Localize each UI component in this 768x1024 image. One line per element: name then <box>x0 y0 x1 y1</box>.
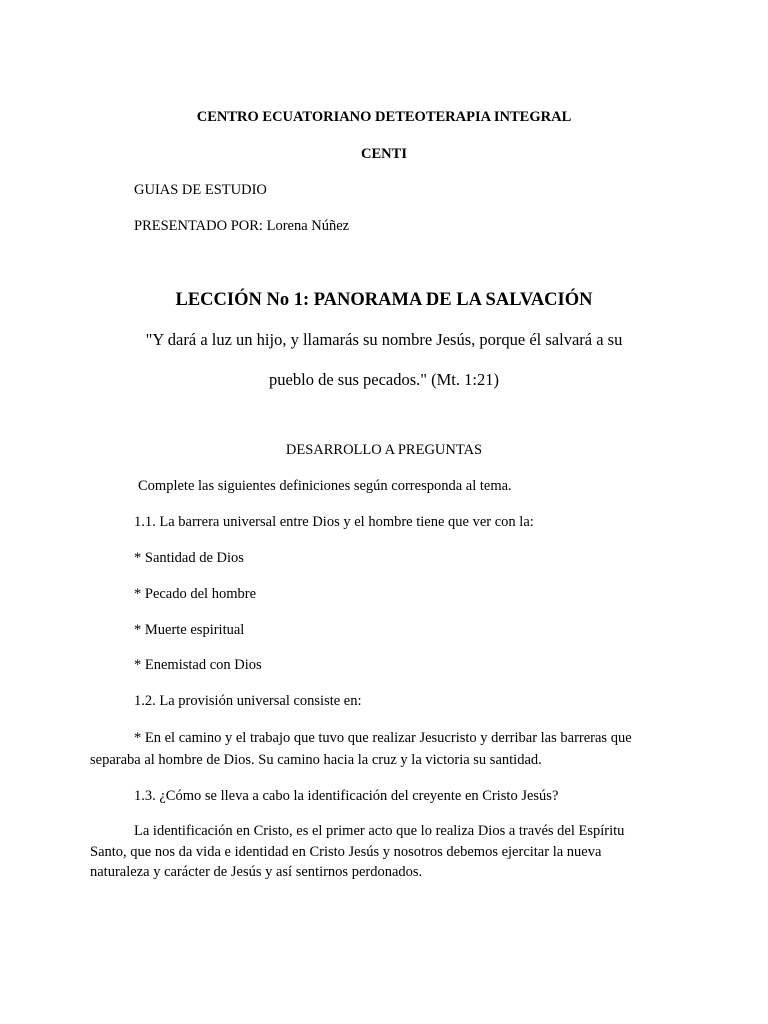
answer-item: * Santidad de Dios <box>134 550 244 566</box>
study-guides-label: GUIAS DE ESTUDIO <box>134 182 267 198</box>
instruction-text: Complete las siguientes definiciones según corresponda al tema. <box>138 478 512 494</box>
answer-1-2-line-2: separaba al hombre de Dios. Su camino hacia la cruz y la victoria su santidad. <box>90 752 542 768</box>
institution-name: CENTRO ECUATORIANO DETEOTERAPIA INTEGRAL <box>196 109 572 125</box>
answer-item: * Enemistad con Dios <box>134 657 262 673</box>
section-heading: DESARROLLO A PREGUNTAS <box>285 442 483 458</box>
answer-item: * Muerte espiritual <box>134 622 245 638</box>
lesson-title: LECCIÓN No 1: PANORAMA DE LA SALVACIÓN <box>175 290 593 310</box>
question-1-3: 1.3. ¿Cómo se lleva a cabo la identificación del creyente en Cristo Jesús? <box>134 788 559 804</box>
answer-1-3-line-2: Santo, que nos da vida e identidad en Cristo Jesús y nosotros debemos ejercitar la nueva <box>90 844 602 860</box>
answer-1-3-line-3: naturaleza y carácter de Jesús y así sentirnos perdonados. <box>90 864 423 880</box>
bible-verse-line-2: pueblo de sus pecados." (Mt. 1:21) <box>269 370 499 389</box>
answer-item: * Pecado del hombre <box>134 586 257 602</box>
answer-1-3-line-1: La identificación en Cristo, es el primer acto que lo realiza Dios a través del Espíritu <box>134 823 625 839</box>
institution-acronym: CENTI <box>361 146 407 162</box>
question-1-2: 1.2. La provisión universal consiste en: <box>134 693 362 709</box>
presented-by-label: PRESENTADO POR: Lorena Núñez <box>134 218 350 234</box>
question-1-1: 1.1. La barrera universal entre Dios y el hombre tiene que ver con la: <box>134 514 534 530</box>
bible-verse-line-1: "Y dará a luz un hijo, y llamarás su nombre Jesús, porque él salvará a su <box>145 330 623 349</box>
answer-1-2-line-1: * En el camino y el trabajo que tuvo que realizar Jesucristo y derribar las barreras que <box>134 730 632 746</box>
